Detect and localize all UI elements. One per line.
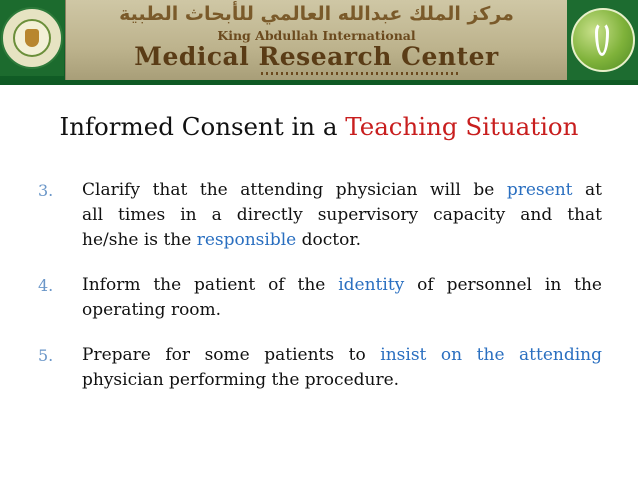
- list-text: he/she is the: [82, 230, 197, 250]
- list-text: Clarify that the attending physician will be: [82, 180, 507, 200]
- list-item: [38, 343, 602, 393]
- header-banner: [0, 0, 638, 85]
- left-logo: [0, 0, 64, 76]
- list-number: 4.: [38, 276, 54, 295]
- list-highlight: present: [506, 180, 573, 200]
- slide-title-highlight: Teaching Situation: [345, 112, 579, 141]
- list-number: 5.: [38, 346, 54, 365]
- list-highlight: insist on the attending: [380, 345, 603, 365]
- list-text: of personnel in the: [404, 275, 602, 295]
- english-subtitle: King Abdullah International: [217, 28, 416, 43]
- arabic-title: مركز الملك عبدالله العالمي للأبحاث الطبية: [119, 3, 514, 25]
- list-line: [82, 228, 602, 253]
- list-highlight: identity: [338, 275, 405, 295]
- slide-title: [0, 112, 638, 141]
- list-text: Inform the patient of the: [82, 275, 339, 295]
- list-highlight: responsible: [196, 230, 297, 250]
- list-line: physician performing the procedure.: [82, 370, 400, 390]
- list-line: [82, 178, 602, 203]
- list-item: [38, 178, 602, 253]
- consent-list: [38, 178, 602, 413]
- slide-title-prefix: Informed Consent in a: [59, 112, 346, 141]
- english-title: Medical Research Center: [134, 42, 499, 71]
- list-text: at: [572, 180, 602, 200]
- right-logo: [567, 0, 638, 80]
- list-item: [38, 273, 602, 323]
- list-text: Prepare for some patients to: [82, 345, 381, 365]
- institution-title-panel: [65, 0, 568, 80]
- list-number: 3.: [38, 181, 54, 200]
- list-text: doctor.: [296, 230, 361, 250]
- list-line: [82, 273, 602, 298]
- list-line: all times in a directly supervisory capacity and that: [82, 205, 602, 225]
- seal-icon: [1, 7, 63, 69]
- decorative-dots: [261, 72, 461, 75]
- globe-emblem-icon: [571, 8, 635, 72]
- list-line: operating room.: [82, 300, 222, 320]
- list-line: [82, 343, 602, 368]
